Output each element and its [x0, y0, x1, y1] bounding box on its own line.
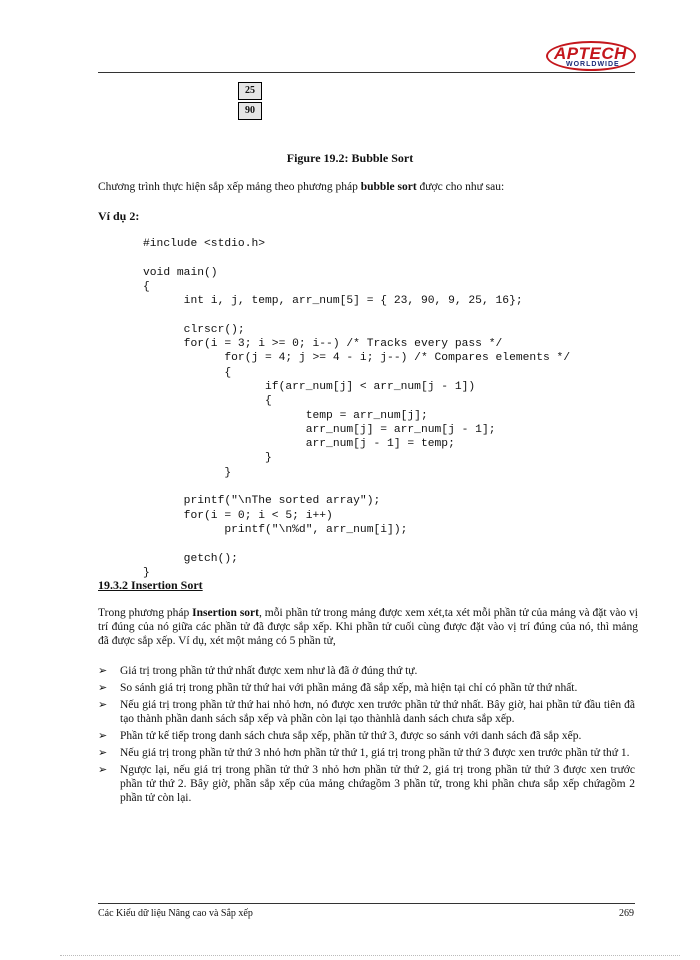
list-item — [98, 681, 635, 695]
list-item — [98, 664, 635, 678]
intro-text: Chương trình thực hiện sắp xếp mảng theo phương pháp — [98, 181, 361, 193]
logo-subtext: WORLDWIDE — [566, 61, 620, 68]
logo-text: APTECH — [554, 44, 627, 63]
intro-bold-term: bubble sort — [360, 181, 417, 193]
list-item-text: Ngược lại, nếu giá trị trong phần tử thứ 3 nhỏ hơn phần tử thứ 2, giá trị trong phần tử thứ 3 được xen trước phần tử thứ 2. Bây giờ, phần sắp xếp của mảng chứagồm 3 phần tử, trong khi phần chưa sắp xếp chứagồm 2 phần tử còn lại. — [120, 764, 635, 804]
list-item — [98, 729, 635, 743]
array-diagram — [238, 82, 262, 122]
array-cell: 90 — [238, 102, 262, 120]
section-heading: 19.3.2 Insertion Sort — [98, 578, 203, 592]
description-text: Trong phương pháp — [98, 607, 193, 619]
description-text-end: , mỗi phần tử trong mảng được xem xét,ta xét mỗi phần tử của mảng và đặt vào vị trí đúng của nó giữa các phần tử đã được sắp xếp. Khi phần tử cuối cùng được đặt vào vị trí đúng của nó, thì mảng đã được sắp xếp. Ví dụ, xét một mảng có 5 phần tử, — [98, 607, 639, 647]
list-item — [98, 763, 635, 805]
page-bottom-dotted-rule — [60, 955, 680, 956]
footer-rule — [98, 903, 635, 904]
bullet-list — [98, 664, 635, 808]
array-cell: 25 — [238, 82, 262, 100]
intro-paragraph — [98, 180, 638, 194]
figure-caption: Figure 19.2: Bubble Sort — [286, 151, 414, 165]
list-item-text: Giá trị trong phần tử thứ nhất được xem như là đã ở đúng thứ tự. — [120, 665, 418, 677]
list-item — [98, 746, 635, 760]
arrow-bullet-icon: ➢ — [98, 699, 108, 711]
footer-title: Các Kiểu dữ liệu Nâng cao và Sắp xếp — [98, 908, 253, 919]
header-rule — [98, 72, 635, 73]
list-item-text: Nếu giá trị trong phần tử thứ 3 nhỏ hơn phần tử thứ 1, giá trị trong phần tử thứ 3 được xen trước phần tử thứ 1. — [120, 747, 630, 759]
list-item-text: So sánh giá trị trong phần tử thứ hai với phần mảng đã sắp xếp, mà hiện tại chỉ có phần tử thứ nhất. — [120, 682, 578, 694]
list-item-text: Nếu giá trị trong phần tử thứ hai nhỏ hơn, nó được xen trước phần tử thứ nhất. Bây giờ, hai phần tử đầu tiên đã tạo thành phần danh sách sắp xếp và phần còn lại tạo thànhlà danh sách chưa sắp xếp. — [120, 699, 635, 725]
intro-text-end: được cho như sau: — [416, 181, 505, 193]
arrow-bullet-icon: ➢ — [98, 665, 108, 677]
arrow-bullet-icon: ➢ — [98, 682, 108, 694]
aptech-logo — [546, 41, 636, 71]
description-bold-term: Insertion sort — [192, 607, 259, 619]
arrow-bullet-icon: ➢ — [98, 730, 108, 742]
arrow-bullet-icon: ➢ — [98, 764, 108, 776]
code-listing: #include <stdio.h> void main() { int i, j, temp, arr_num[5] = { 23, 90, 9, 25, 16}; clrscr(); for(i = 3; i >= 0; i--) /* Tracks every pass */ for(j = 4; j >= 4 - i; j--) /* Compares elements */ { if(arr_num[j] < arr_num[j - 1]) { temp = arr_num[j]; arr_num[j] = arr_num[j - 1]; arr_num[j - 1] = temp; } } printf("\nThe sorted array"); for(i = 0; i < 5; i++) printf("\n%d", arr_num[i]); getch(); } — [143, 238, 571, 579]
example-heading: Ví dụ 2: — [98, 209, 140, 223]
page-number: 269 — [619, 908, 634, 919]
description-paragraph — [98, 606, 638, 648]
list-item — [98, 698, 635, 726]
list-item-text: Phần tử kế tiếp trong danh sách chưa sắp xếp, phần tử thứ 3, được so sánh với danh sách đã sắp xếp. — [120, 730, 582, 742]
arrow-bullet-icon: ➢ — [98, 747, 108, 759]
